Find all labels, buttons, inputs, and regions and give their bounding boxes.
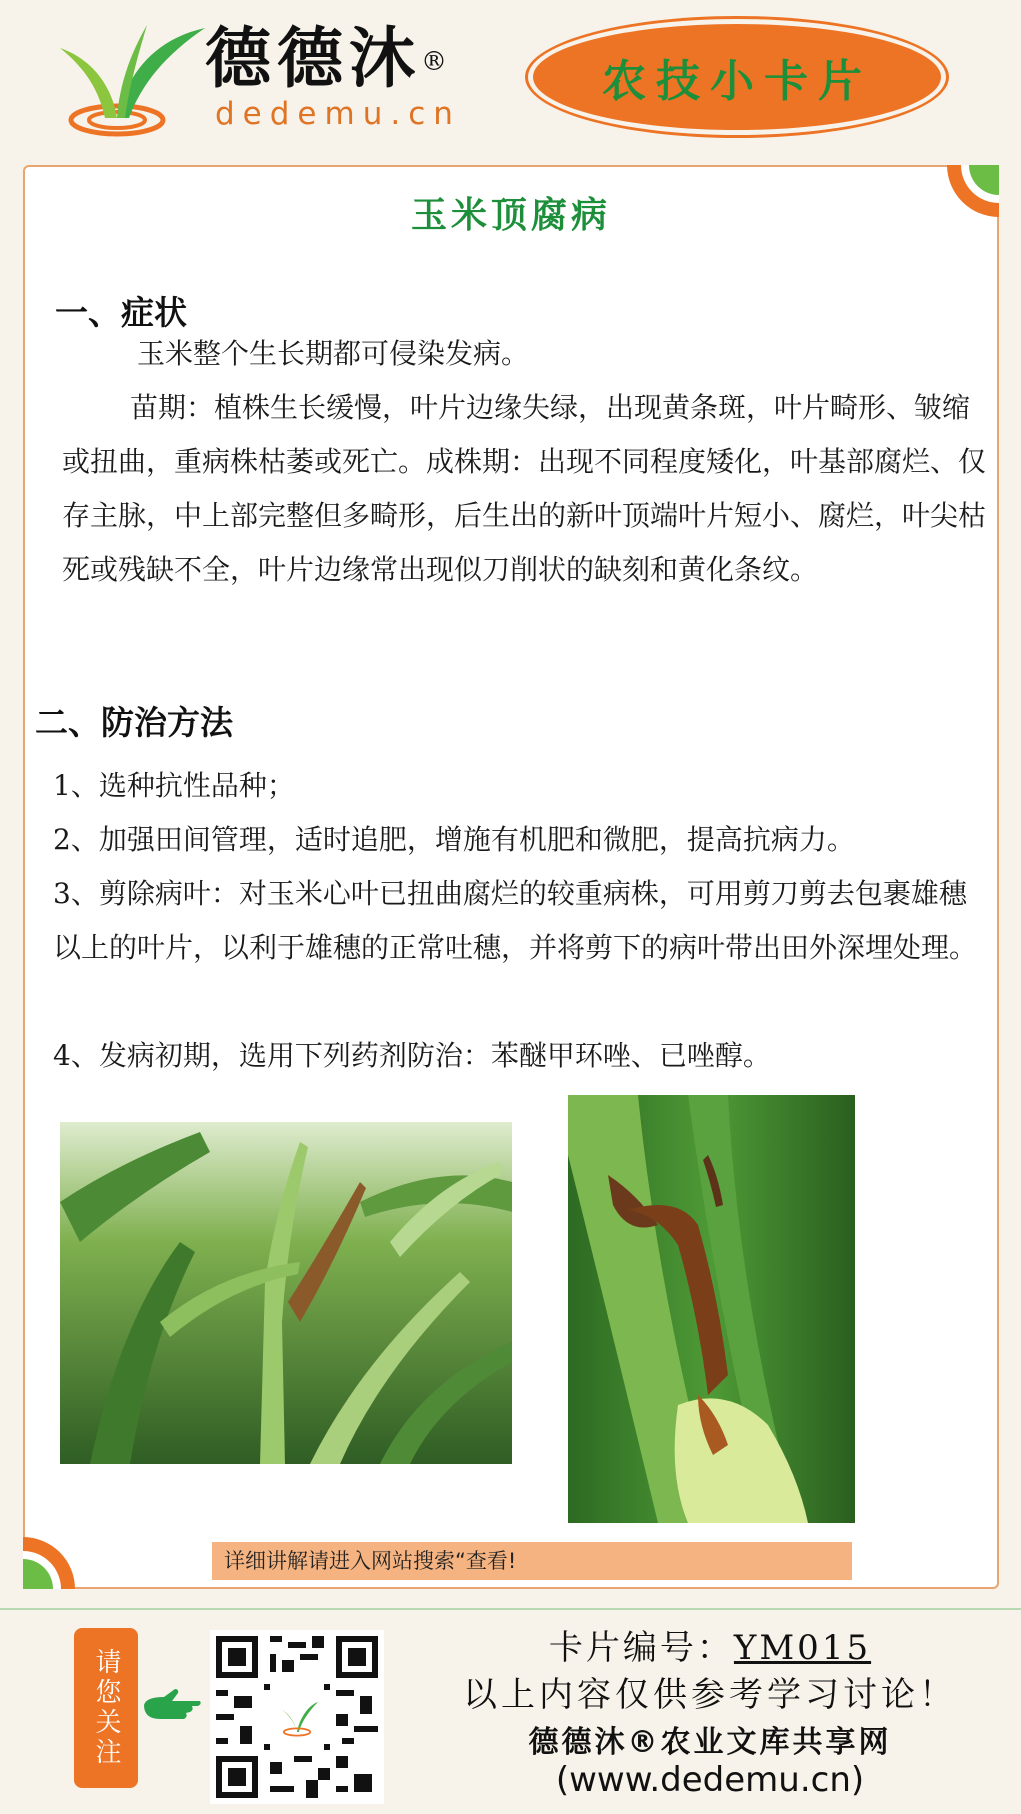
brand-name	[205, 18, 453, 98]
card-title: 玉米顶腐病	[410, 195, 611, 236]
card-number	[420, 1620, 1000, 1669]
registered-mark: ®	[421, 47, 453, 77]
brand-name-text: 德德沐	[205, 19, 421, 97]
section-heading-symptoms: 一、症状	[55, 293, 187, 332]
symptoms-paragraph-2: 苗期：植株生长缓慢，叶片边缘失绿，出现黄条斑，叶片畸形、皱缩或扭曲，重病株枯萎或死亡。成株期：出现不同程度矮化，叶基部腐烂、仅存主脉，中上部完整但多畸形，后生出的新叶顶端叶片短小、腐烂，叶尖枯死或残缺不全，叶片边缘常出现似刀削状的缺刻和黄化条纹。	[62, 391, 987, 586]
site-name: 德德沐®农业文库共享网	[528, 1725, 892, 1760]
diseased-leaf-photo	[568, 1095, 855, 1523]
header	[0, 0, 1021, 160]
follow-us-label: 请您关注	[74, 1628, 138, 1788]
disclaimer-text: 以上内容仅供参考学习讨论！	[463, 1675, 957, 1715]
content-card	[23, 165, 999, 1589]
qr-code[interactable]	[210, 1630, 384, 1804]
symptoms-paragraph-1: 玉米整个生长期都可侵染发病。	[137, 337, 530, 370]
card-number-value: YM015	[733, 1628, 872, 1668]
pointing-hand-icon	[142, 1685, 202, 1725]
control-item-3: 3、剪除病叶：对玉米心叶已扭曲腐烂的较重病株，可用剪刀剪去包裹雄穗以上的叶片，以利于雄穗的正常吐穗，并将剪下的病叶带出田外深埋处理。	[53, 877, 978, 964]
control-item-4: 4、发病初期，选用下列药剂防治：苯醚甲环唑、已唑醇。	[53, 1039, 771, 1072]
card-number-label: 卡片编号：	[548, 1628, 734, 1668]
tag-text: 农技小卡片	[602, 56, 872, 107]
site-url-link[interactable]: (www.dedemu.cn)	[555, 1760, 865, 1800]
sprout-logo-icon	[55, 20, 205, 140]
control-item-1: 1、选种抗性品种；	[53, 769, 295, 802]
section-heading-control: 二、防治方法	[35, 703, 233, 742]
footer-divider	[0, 1608, 1021, 1610]
brand-domain: dedemu.cn	[215, 96, 461, 132]
website-hint-banner[interactable]: 详细讲解请进入网站搜索“查看!	[212, 1542, 852, 1580]
corner-decoration-icon	[23, 1537, 75, 1589]
control-item-2: 2、加强田间管理，适时追肥，增施有机肥和微肥，提高抗病力。	[53, 823, 855, 856]
corn-field-photo	[60, 1122, 512, 1464]
tag-badge	[533, 24, 941, 130]
